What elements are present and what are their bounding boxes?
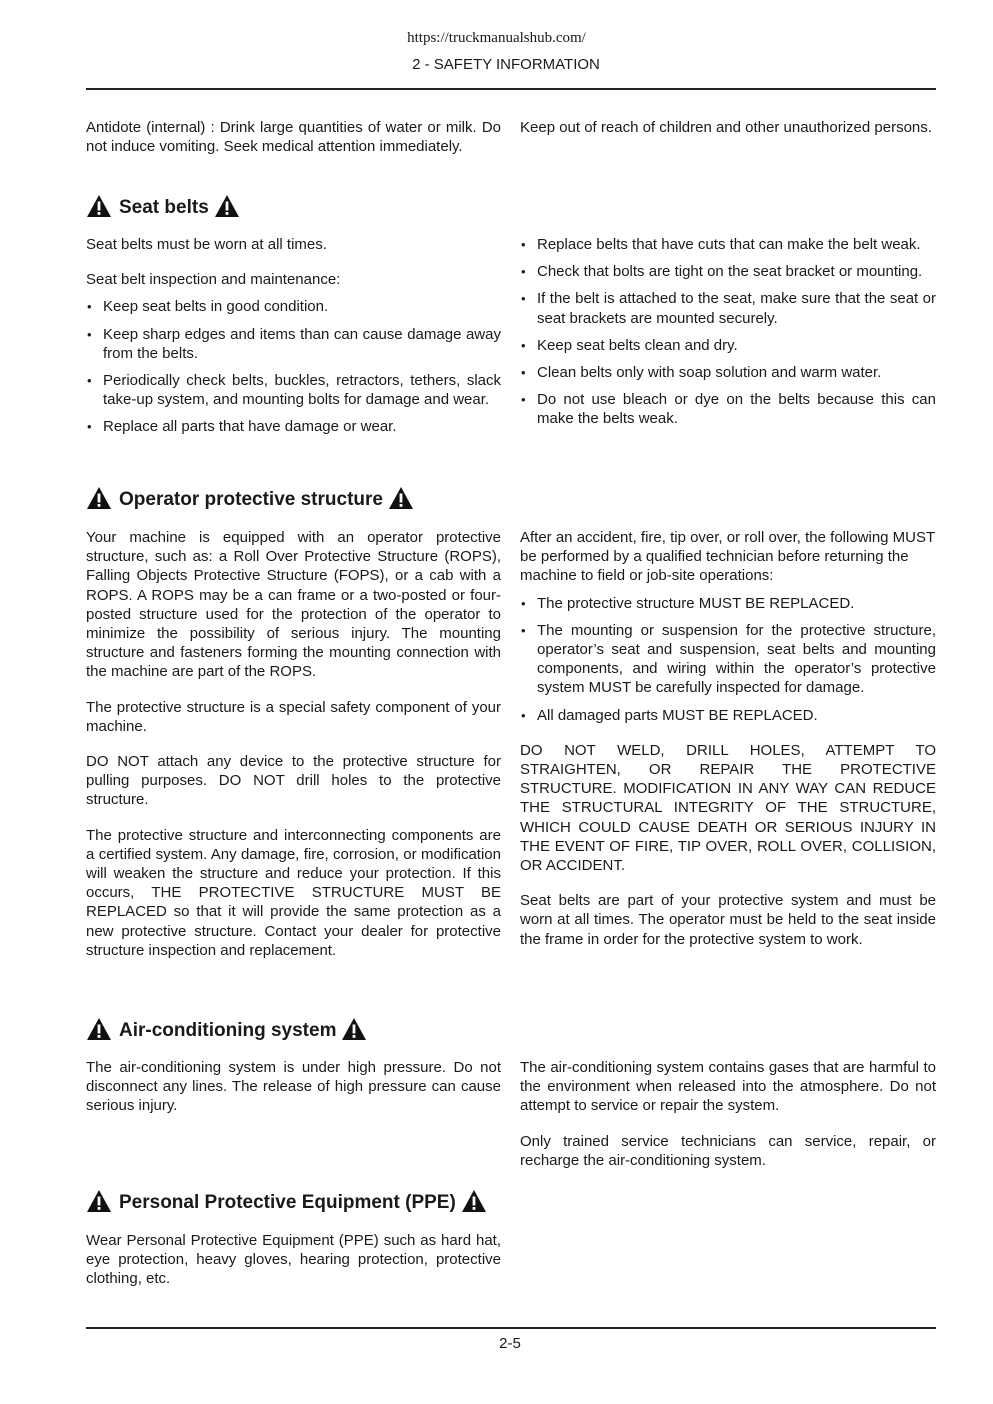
list-item: • Check that bolts are tight on the seat bracket or mounting. [521,263,923,281]
ops-left-p1: Your machine is equipped with an operator protective structure, such as: a Roll Over Protective Structure (ROPS), Falling Objects Protective Structure (FOPS), or a cab with a ROPS. A ROPS may be a can frame or a two-posted or four-posted structure used for the protection of the operator to minimize the possibility of serious injury. The mounting structure and fasteners forming the mounting connection with the machine are part of the ROPS. [86,529,501,681]
ops-left [86,528,501,976]
list-item: • Keep seat belts clean and dry. [521,336,738,354]
seat-belts-right-list [520,235,936,429]
warning-triangle-icon [461,1189,487,1213]
ac-heading [86,1017,367,1041]
list-item: • Do not use bleach or dye on the belts because this can make the belts weak. [521,391,936,428]
ac-left-text: The air-conditioning system is under high pressure. Do not disconnect any lines. The release of high pressure can cause serious injury. [86,1059,501,1115]
warning-triangle-icon [388,486,414,510]
list-item: • The protective structure MUST BE REPLACED. [521,594,855,612]
ops-left-p2: The protective structure is a special safety component of your machine. [86,698,501,735]
ops-heading [86,486,414,510]
ppe-heading [86,1189,487,1213]
ops-right-warning: DO NOT WELD, DRILL HOLES, ATTEMPT TO STRAIGHTEN, OR REPAIR THE PROTECTIVE STRUCTURE. MODIFICATION IN ANY WAY CAN REDUCE THE STRUCTURAL INTEGRITY OF THE STRUCTURE, WHICH COULD CAUSE DEATH OR SERIOUS INJURY IN THE EVENT OF FIRE, TIP OVER, ROLL OVER, COLLISION, OR ACCIDENT. [520,741,936,875]
keep-out-text: Keep out of reach of children and other unauthorized persons. [520,119,932,136]
bullet-dot-icon: • [521,392,526,408]
list-item: • The mounting or suspension for the protective structure, operator’s seat and suspension, seat belts and mounting components, and wiring within the operator’s protective system MUST be carefully inspected for damage. [521,621,936,697]
bullet-dot-icon: • [521,291,526,307]
bullet-dot-icon: • [87,326,92,342]
intro-left [86,118,501,172]
list-item: • Replace all parts that have damage or wear. [87,418,397,436]
ac-right-p1: The air-conditioning system contains gases that are harmful to the environment when released into the atmosphere. Do not attempt to service or repair the system. [520,1059,936,1115]
bullet-dot-icon: • [521,707,526,723]
list-item: • Keep sharp edges and items than can cause damage away from the belts. [87,325,501,362]
bullet-dot-icon: • [521,595,526,611]
ac-right-p2: Only trained service technicians can service, repair, or recharge the air-conditioning system. [520,1132,936,1169]
ppe-text: Wear Personal Protective Equipment (PPE) such as hard hat, eye protection, heavy gloves, hearing protection, protective clothing, etc. [86,1232,501,1288]
ops-right-list [520,594,936,725]
warning-triangle-icon [86,1017,112,1041]
list-item: • Clean belts only with soap solution and warm water. [521,364,882,382]
warning-triangle-icon [86,486,112,510]
ac-left [86,1058,501,1132]
ac-title: Air-conditioning system [119,1020,337,1041]
seat-belts-left-list [86,297,501,436]
bullet-dot-icon: • [87,419,92,435]
page-number: 2-5 [499,1335,521,1352]
warning-triangle-icon [214,194,240,218]
seat-belts-p1: Seat belts must be worn at all times. [86,236,327,253]
ops-title: Operator protective structure [119,489,383,510]
bullet-dot-icon: • [521,337,526,353]
bullet-dot-icon: • [87,299,92,315]
bullet-dot-icon: • [521,237,526,252]
seat-belts-title: Seat belts [119,197,209,218]
warning-triangle-icon [86,194,112,218]
ppe-left [86,1231,501,1305]
seat-belts-left [86,235,501,445]
seat-belts-heading [86,194,240,218]
ppe-title: Personal Protective Equipment (PPE) [119,1192,456,1213]
list-item: • All damaged parts MUST BE REPLACED. [521,706,818,724]
source-url: https://truckmanualshub.com/ [407,30,586,46]
bullet-dot-icon: • [87,373,92,389]
bullet-dot-icon: • [521,365,526,381]
intro-right [520,118,936,153]
ops-left-p4: The protective structure and interconnecting components are a certified system. Any damage, fire, corrosion, or modification will weaken the structure and reduce your protection. If this occurs, THE PROTECTIVE STRUCTURE MUST BE REPLACED so that it will provide the same protection as a new protective structure. Contact your dealer for protective structure inspection and replacement. [86,826,501,959]
antidote-text: Antidote (internal) : Drink large quantities of water or milk. Do not induce vomiting. Seek medical attention immediately. [86,119,501,156]
ops-right-intro: After an accident, fire, tip over, or roll over, the following MUST be performed by a qualified technician before returning the machine to field or job-site operations: [520,529,935,585]
seat-belts-p2: Seat belt inspection and maintenance: [86,271,341,289]
warning-triangle-icon [86,1189,112,1213]
ops-left-p3: DO NOT attach any device to the protective structure for pulling purposes. DO NOT drill holes to the protective structure. [86,753,501,809]
bullet-dot-icon: • [521,622,526,638]
list-item: • Periodically check belts, buckles, retractors, tethers, slack take-up system, and mounting bolts for damage and wear. [87,372,501,409]
section-header: 2 - SAFETY INFORMATION [412,56,600,73]
ops-right [520,528,936,965]
seat-belts-right [520,235,936,437]
list-item: • Keep seat belts in good condition. [87,298,329,316]
list-item: • Replace belts that have cuts that can make the belt weak. [521,236,921,253]
header-divider [86,88,936,90]
ops-right-final: Seat belts are part of your protective system and must be worn at all times. The operator must be held to the seat inside the frame in order for the protective system to work. [520,892,936,948]
warning-triangle-icon [341,1017,367,1041]
footer-divider [86,1327,936,1329]
list-item: • If the belt is attached to the seat, make sure that the seat or seat brackets are mounted securely. [521,290,936,327]
ac-right [520,1058,936,1186]
bullet-dot-icon: • [521,264,526,280]
